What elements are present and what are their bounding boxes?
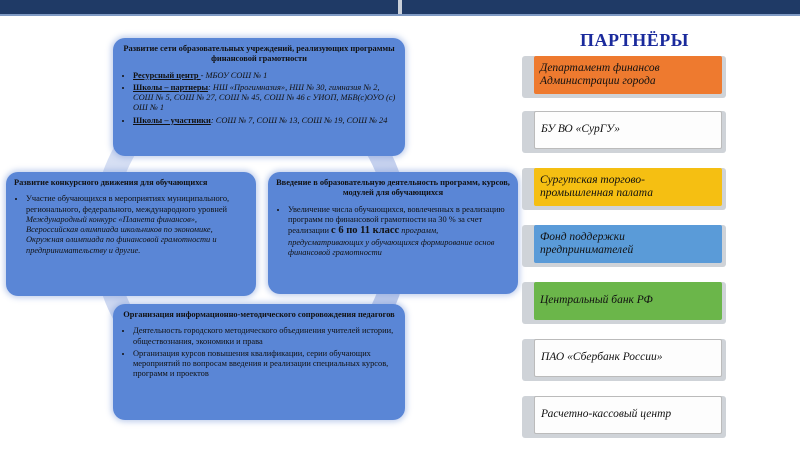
resource-center-item: [133, 71, 397, 81]
partner-label: БУ ВО «СурГУ»: [534, 111, 722, 149]
participant-schools-value: : СОШ № 7, СОШ № 13, СОШ № 19, СОШ № 24: [210, 115, 388, 125]
participant-schools-item: [133, 116, 397, 126]
network-box-title: Развитие сети образовательных учреждений, реализующих программы финансовой грамотности: [123, 44, 395, 64]
partner-card: [522, 396, 726, 438]
programs-item: [288, 205, 510, 259]
programs-item-grades: с 6 по 11 класс: [331, 225, 400, 236]
competition-item-text: Участие обучающихся в мероприятиях муниципального, регионального, федерального, международного уровней: [26, 194, 230, 214]
partner-card: [522, 168, 726, 210]
competition-box: [6, 172, 256, 296]
programs-box-title: Введение в образовательную деятельность программ, курсов, модулей для обучающихся: [276, 178, 510, 198]
competition-item: [26, 194, 248, 256]
top-line: [0, 14, 800, 16]
partner-card: [522, 282, 726, 324]
partner-card: [522, 339, 726, 381]
methodical-item: • Организация курсов повышения квалификации, серии обучающих мероприятий по вопросам введения и реализации специальных курсов, программ и проектов: [133, 349, 397, 380]
programs-item-italic: программ, предусматривающих у обучающихся формирование основ финансовой грамотности: [288, 226, 495, 258]
partners-title: ПАРТНЁРЫ: [580, 30, 689, 50]
resource-center-label: Ресурсный центр: [133, 70, 201, 80]
partner-card: [522, 225, 726, 267]
participant-schools-label: Школы – участники: [133, 115, 211, 125]
partner-schools-value: : НШ «Прогимназия», НШ № 30, гимназия № 2, СОШ № 5, СОШ № 27, СОШ № 45, СОШ № 46 с УИОП, МБВ(с)ОУО (с) ОШ № 1: [133, 82, 396, 113]
partner-card: [522, 56, 726, 98]
partner-label: Фонд поддержки предпринимателей: [534, 225, 722, 263]
partner-label: ПАО «Сбербанк России»: [534, 339, 722, 377]
methodical-box-title: Организация информационно-методического сопровождения педагогов: [123, 310, 395, 319]
partner-label: Сургутская торгово-промышленная палата: [534, 168, 722, 206]
methodical-box: [113, 304, 405, 420]
partner-card: [522, 111, 726, 153]
competition-box-title: Развитие конкурсного движения для обучающихся: [14, 178, 208, 187]
partner-label: Департамент финансов Администрации города: [534, 56, 722, 94]
top-bar-right: [402, 0, 800, 14]
top-bar-left: [0, 0, 398, 14]
resource-center-value: - МБОУ СОШ № 1: [200, 70, 268, 80]
programs-box: [268, 172, 518, 294]
partner-label: Центральный банк РФ: [534, 282, 722, 320]
network-box: [113, 38, 405, 156]
programs-item-text: Увеличение числа обучающихся, вовлеченных в реализацию программ по финансовой грамотности на 30 % за счет реализации: [288, 204, 505, 235]
partner-schools-item: [133, 83, 397, 114]
competition-item-italic: Международный конкурс «Планета финансов», Всероссийская олимпиада школьников по экономике, Окружная олимпиада по финансовой грамотности и предпринимательству и другие.: [26, 214, 217, 255]
partner-schools-label: Школы – партнеры: [133, 82, 209, 92]
methodical-item: • Деятельность городского методического объединения учителей истории, обществознания, экономики и права: [133, 326, 397, 347]
partner-label: Расчетно-кассовый центр: [534, 396, 722, 434]
